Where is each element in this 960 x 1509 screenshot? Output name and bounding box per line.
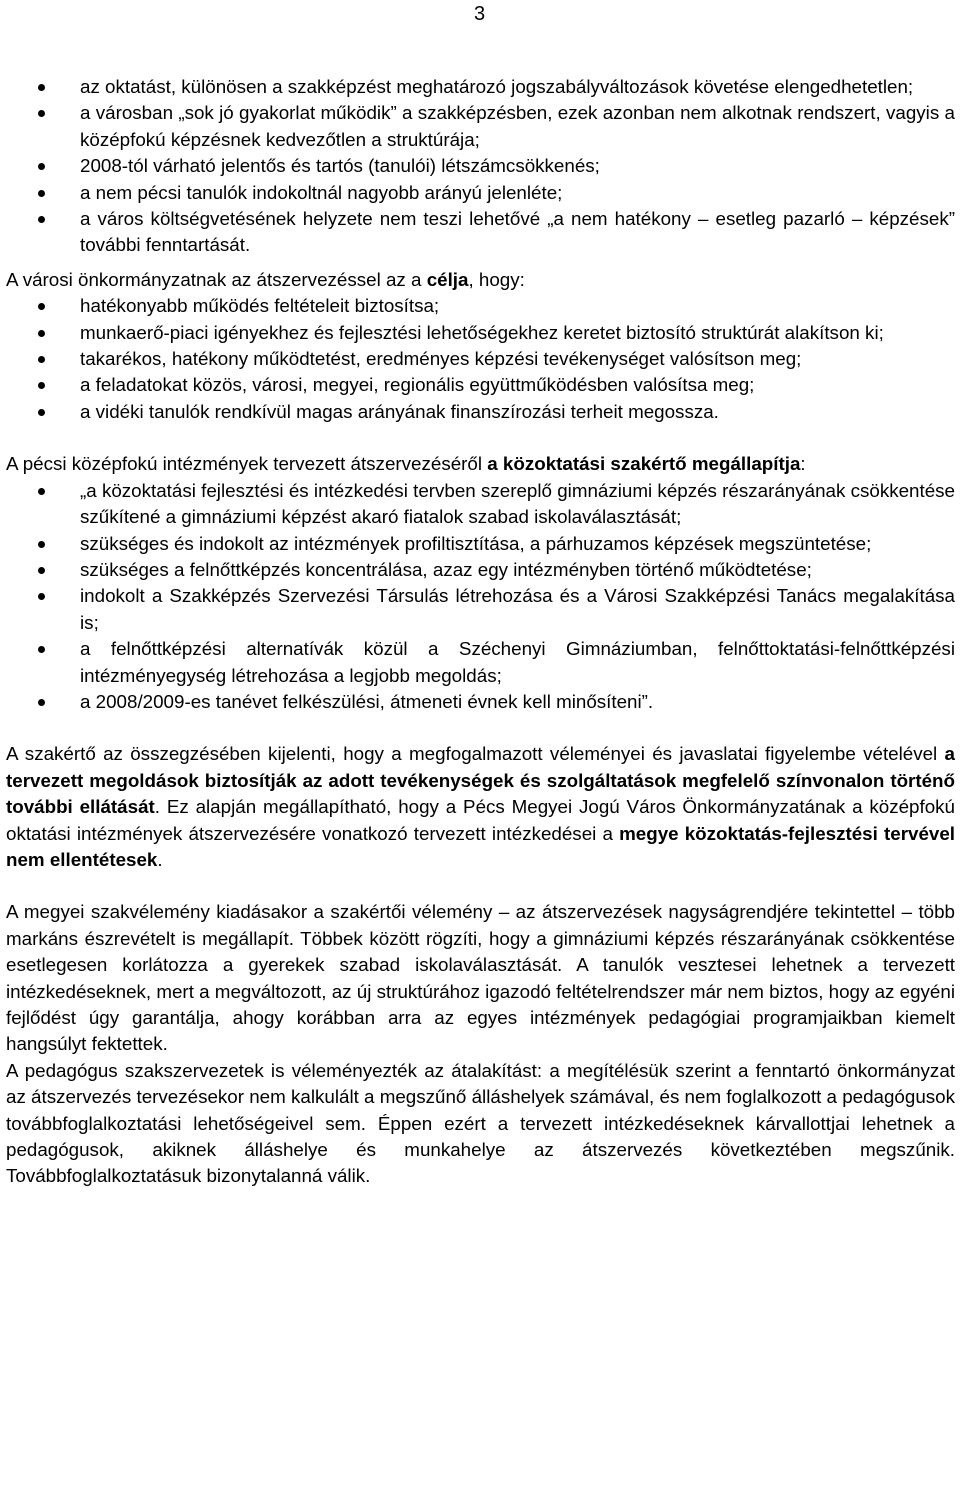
list-item: a feladatokat közös, városi, megyei, regionális együttműködésben valósítsa meg; [6,372,955,398]
list-item: a városban „sok jó gyakorlat működik” a szakképzésben, ezek azonban nem alkotnak rendszert, vagyis a középfokú képzésnek kedvezőtlen a struktúrája; [6,100,955,153]
expert-lead-suffix: : [800,453,806,475]
summary-text: . Ez alapján megállapítható, hogy a Pécs Megyei Jogú Város Önkormányzatának a középfokú oktatási intézmények átszervezésére vonatkozó tervezett intézkedései a [6,796,955,844]
goal-bullet-list [6,293,955,425]
spacer [6,873,955,899]
spacer [6,259,955,267]
summary-paragraph [6,741,955,873]
goal-lead-text: A városi önkormányzatnak az átszervezéssel az a [6,268,427,290]
goal-lead-emphasis: célja [426,268,469,290]
list-item: a vidéki tanulók rendkívül magas arányának finanszírozási terheit megossza. [6,399,955,425]
list-item: munkaerő-piaci igényekhez és fejlesztési lehetőségekhez keretet biztosító struktúrát alakítson ki; [6,320,955,346]
expert-lead-emphasis: a közoktatási szakértő megállapítja [487,453,801,475]
unions-paragraph: A pedagógus szakszervezetek is véleményezték az átalakítást: a megítélésük szerint a fenntartó önkormányzat az átszervezés tervezésekor nem kalkulált a megszűnő álláshelyek számával, és nem foglalkozott a pedagógusok továbbfoglalkoztatási lehetőségeivel sem. Éppen ezért a tervezett intézkedéseknek kárvallottjai lehetnek a pedagógusok, akiknek álláshelye és munkahelye az átszervezés következtében megszűnik. Továbbfoglalkoztatásuk bizonytalanná válik. [6,1059,955,1187]
summary-emphasis: megye közoktatás-fejlesztési tervével nem ellentétesek [6,822,956,870]
list-item: a nem pécsi tanulók indokoltnál nagyobb arányú jelenléte; [6,180,955,206]
list-item: „a közoktatási fejlesztési és intézkedési tervben szereplő gimnáziumi képzés részarányának csökkentése szűkítené a gimnáziumi képzést akaró fiatalok szabad iskolaválasztását; [6,478,955,531]
county-opinion-paragraph: A megyei szakvélemény kiadásakor a szakértői vélemény – az átszervezések nagyságrendjére tekintettel – több markáns észrevételt is megállapít. Többek között rögzíti, hogy a gimnáziumi képzés részarányának csökkentése esetlegesen korlátozza a gyerekek szabad iskolaválasztását. A tanulók vesztesei lehetnek a tervezett intézkedéseknek, mert a megváltozott, az új struktúrához igazodó feltételrendszer már nem biztos, hogy az egyéni fejlődést úgy garantálja, ahogy korábban arra az egyes intézmények pedagógiai programjaikban kiemelt hangsúlyt fektettek. [6,901,955,1055]
spacer [6,715,955,741]
list-item: takarékos, hatékony működtetést, eredményes képzési tevékenységet valósítson meg; [6,346,955,372]
list-item: hatékonyabb működés feltételeit biztosítsa; [6,293,955,319]
page-number: 3 [474,3,486,25]
list-item: a felnőttképzési alternatívák közül a Széchenyi Gimnáziumban, felnőttoktatási-felnőttképzési intézményegység létrehozása a legjobb megoldás; [6,636,955,689]
list-item: a 2008/2009-es tanévet felkészülési, átmeneti évnek kell minősíteni”. [6,689,955,715]
list-item: indokolt a Szakképzés Szervezési Társulás létrehozása és a Városi Szakképzési Tanács megalakítása is; [6,583,955,636]
expert-lead-paragraph [6,451,955,477]
goal-lead-suffix: , hogy: [468,268,525,290]
list-item: 2008-tól várható jelentős és tartós (tanulói) létszámcsökkenés; [6,153,955,179]
document-body [6,74,955,1190]
goal-lead-paragraph [6,267,955,293]
expert-lead-text: A pécsi középfokú intézmények tervezett átszervezéséről [6,453,488,475]
list-item: szükséges a felnőttképzés koncentrálása, azaz egy intézményben történő működtetése; [6,557,955,583]
list-item: az oktatást, különösen a szakképzést meghatározó jogszabályváltozások követése elengedhetetlen; [6,74,955,100]
summary-emphasis: a tervezett megoldások biztosítják az adott tevékenységek és szolgáltatások megfelelő színvonalon történő további ellátását [6,743,955,818]
spacer [6,425,955,451]
list-item: a város költségvetésének helyzete nem teszi lehetővé „a nem hatékony – esetleg pazarló – képzések” további fenntartását. [6,206,955,259]
list-item: szükséges és indokolt az intézmények profiltisztítása, a párhuzamos képzések megszüntetése; [6,531,955,557]
summary-text: . [157,848,163,870]
expert-bullet-list [6,478,955,716]
intro-bullet-list [6,74,955,259]
summary-text: A szakértő az összegzésében kijelenti, hogy a megfogalmazott véleményei és javaslatai figyelembe vételével [6,743,945,765]
